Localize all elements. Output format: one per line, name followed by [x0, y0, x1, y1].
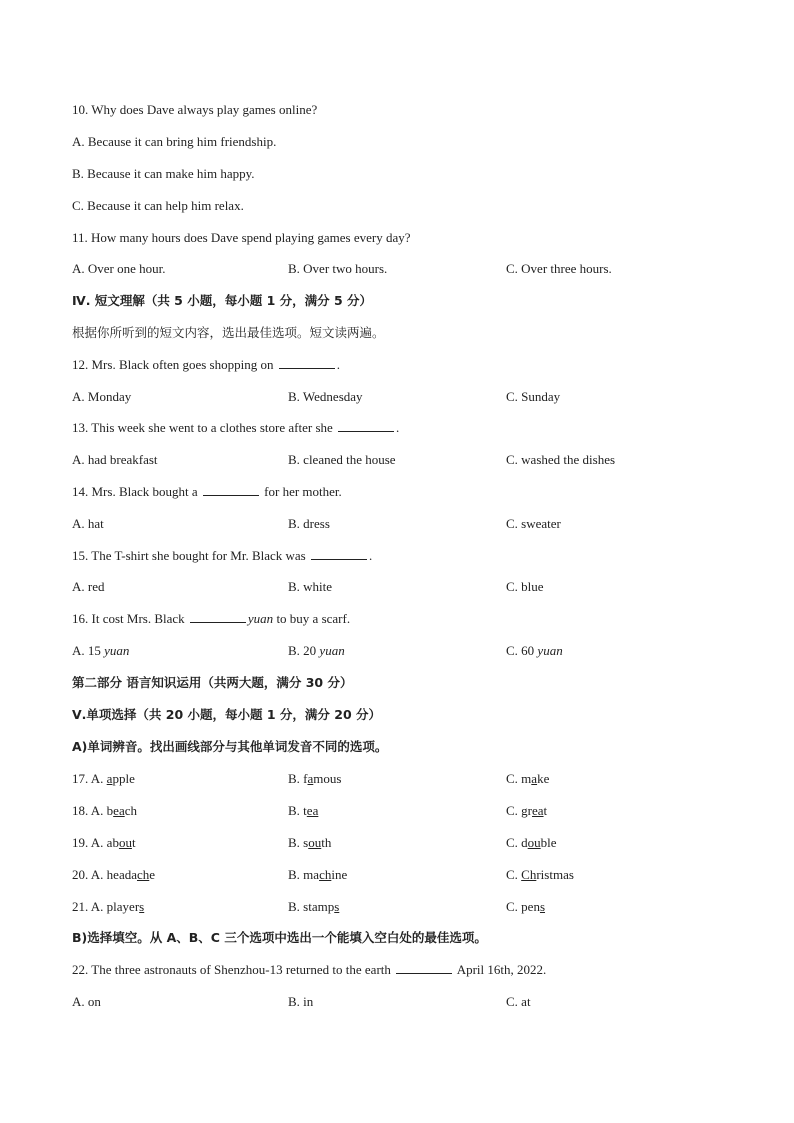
unit-yuan: yuan: [247, 611, 274, 626]
option-c: [506, 835, 557, 851]
stem-text: 12. Mrs. Black often goes shopping on: [72, 357, 274, 372]
underlined: a: [106, 771, 113, 786]
stem-text-end: .: [396, 420, 400, 435]
text: e: [149, 867, 156, 882]
question-14-options: [0, 516, 794, 532]
option-b: B. dress: [288, 516, 330, 531]
text: 19. A. ab: [72, 835, 119, 850]
question-10-option-c: C. Because it can help him relax.: [72, 198, 244, 213]
question-15-stem: [72, 548, 372, 564]
stem-text-end: .: [369, 548, 373, 563]
section-4-heading: Ⅳ. 短文理解（共 5 小题，每小题 1 分，满分 5 分）: [72, 293, 373, 308]
question-19-row: [0, 835, 794, 851]
answer-blank: [279, 357, 335, 369]
text: B. t: [288, 803, 307, 818]
option-c: C. washed the dishes: [506, 452, 616, 467]
question-18-row: [0, 803, 794, 819]
question-10-stem: 10. Why does Dave always play games online?: [72, 102, 318, 117]
option-b: [288, 643, 345, 659]
text: B. s: [288, 835, 309, 850]
option-a: A. had breakfast: [72, 452, 158, 467]
subsection-b-text: B)选择填空。从 A、B、C 三个选项中选出一个能填入空白处的最佳选项。: [72, 930, 487, 945]
answer-blank: [203, 484, 259, 496]
text: ine: [331, 867, 348, 882]
question-21-row: [0, 899, 794, 915]
text: 17. A.: [72, 771, 107, 786]
underlined: Ch: [521, 867, 537, 882]
stem-text: 16. It cost Mrs. Black: [72, 611, 185, 626]
underlined: ch: [136, 867, 150, 882]
section-4-instruction: 根据你所听到的短文内容，选出最佳选项。短文读两遍。: [72, 325, 385, 340]
option-c: [506, 899, 545, 915]
text: ble: [540, 835, 557, 850]
stem-text-end: to buy a scarf.: [276, 611, 351, 626]
section-5-subsection-b: [72, 930, 487, 946]
answer-blank: [396, 962, 452, 974]
option-a: A. Monday: [72, 389, 132, 404]
question-12-options: [0, 389, 794, 405]
question-10-option-a: A. Because it can bring him friendship.: [72, 134, 277, 149]
option-b: [288, 771, 341, 787]
option-a-unit: yuan: [104, 643, 130, 658]
stem-text: 15. The T-shirt she bought for Mr. Black was: [72, 548, 306, 563]
question-11-stem: 11. How many hours does Dave spend playing games every day?: [72, 230, 411, 245]
option-b: B. in: [288, 994, 314, 1009]
text: B. f: [288, 771, 308, 786]
question-16-stem: [72, 611, 350, 627]
option-b: B. white: [288, 579, 333, 594]
option-c-number: C. 60: [506, 643, 535, 658]
subsection-a-text: A)单词辨音。找出画线部分与其他单词发音不同的选项。: [72, 739, 388, 754]
answer-blank: [311, 548, 367, 560]
underlined: ou: [308, 835, 322, 850]
option-c-unit: yuan: [537, 643, 563, 658]
option-b: B. Over two hours.: [288, 261, 388, 276]
option-b: [288, 835, 331, 851]
stem-text-end: April 16th, 2022.: [456, 962, 547, 977]
question-13-options: [0, 452, 794, 468]
option-a: [72, 771, 135, 787]
option-a: A. Over one hour.: [72, 261, 166, 276]
text: B. ma: [288, 867, 320, 882]
underlined: ea: [306, 803, 319, 818]
part-2-heading: 第二部分 语言知识运用（共两大题，满分 30 分）: [72, 675, 353, 690]
option-b-number: B. 20: [288, 643, 317, 658]
text: C.: [506, 867, 522, 882]
text: th: [321, 835, 332, 850]
stem-text: 13. This week she went to a clothes store after she: [72, 420, 333, 435]
option-c: C. Sunday: [506, 389, 561, 404]
text: ke: [537, 771, 550, 786]
option-c: [506, 803, 547, 819]
question-15-options: [0, 579, 794, 595]
option-b: [288, 803, 318, 819]
text: ch: [124, 803, 137, 818]
option-a: A. hat: [72, 516, 104, 531]
option-c: [506, 771, 549, 787]
option-a: A. red: [72, 579, 105, 594]
option-a: [72, 867, 155, 883]
underlined: s: [334, 899, 340, 914]
text: 21. A. player: [72, 899, 140, 914]
option-b: B. cleaned the house: [288, 452, 396, 467]
text: t: [131, 835, 136, 850]
text: C. pen: [506, 899, 540, 914]
option-b-unit: yuan: [319, 643, 345, 658]
stem-text-end: for her mother.: [264, 484, 342, 499]
answer-blank: [190, 611, 246, 623]
section-5-subsection-a: [72, 739, 387, 755]
underlined: ea: [532, 803, 544, 818]
option-c: C. sweater: [506, 516, 561, 531]
text: B. stamp: [288, 899, 335, 914]
underlined: ea: [113, 803, 125, 818]
option-a: [72, 803, 137, 819]
question-10-option-b: B. Because it can make him happy.: [72, 166, 255, 181]
underlined: s: [139, 899, 145, 914]
text: C. gr: [506, 803, 532, 818]
text: 18. A. b: [72, 803, 114, 818]
option-c: [506, 643, 563, 659]
question-14-stem: [72, 484, 342, 500]
text: C. m: [506, 771, 532, 786]
text: C. d: [506, 835, 528, 850]
underlined: s: [539, 899, 546, 914]
text: 20. A. heada: [72, 867, 137, 882]
underlined: a: [531, 771, 538, 786]
question-17-row: [0, 771, 794, 787]
question-11-options: [0, 261, 794, 277]
section-5-heading: Ⅴ.单项选择（共 20 小题，每小题 1 分，满分 20 分）: [72, 707, 382, 722]
option-c: C. blue: [506, 579, 544, 594]
underlined: a: [307, 771, 314, 786]
question-20-row: [0, 867, 794, 883]
text: ristmas: [536, 867, 574, 882]
option-b: B. Wednesday: [288, 389, 363, 404]
text: pple: [112, 771, 135, 786]
question-22-stem: [72, 962, 546, 978]
option-a-number: A. 15: [72, 643, 101, 658]
stem-text-end: .: [336, 357, 340, 372]
option-c: C. at: [506, 994, 531, 1009]
answer-blank: [338, 420, 394, 432]
option-b: [288, 899, 339, 915]
option-a: [72, 643, 129, 659]
option-a: [72, 899, 144, 915]
option-a: A. on: [72, 994, 101, 1009]
option-b: [288, 867, 347, 883]
option-c: C. Over three hours.: [506, 261, 612, 276]
underlined: ch: [319, 867, 332, 882]
question-22-options: [0, 994, 794, 1010]
stem-text: 14. Mrs. Black bought a: [72, 484, 198, 499]
question-12-stem: [72, 357, 340, 373]
underlined: ou: [118, 835, 132, 850]
option-a: [72, 835, 136, 851]
underlined: ou: [527, 835, 541, 850]
text: t: [543, 803, 548, 818]
question-16-options: [0, 643, 794, 659]
question-13-stem: [72, 420, 399, 436]
option-c: [506, 867, 574, 883]
text: mous: [313, 771, 342, 786]
stem-text: 22. The three astronauts of Shenzhou-13 returned to the earth: [72, 962, 391, 977]
